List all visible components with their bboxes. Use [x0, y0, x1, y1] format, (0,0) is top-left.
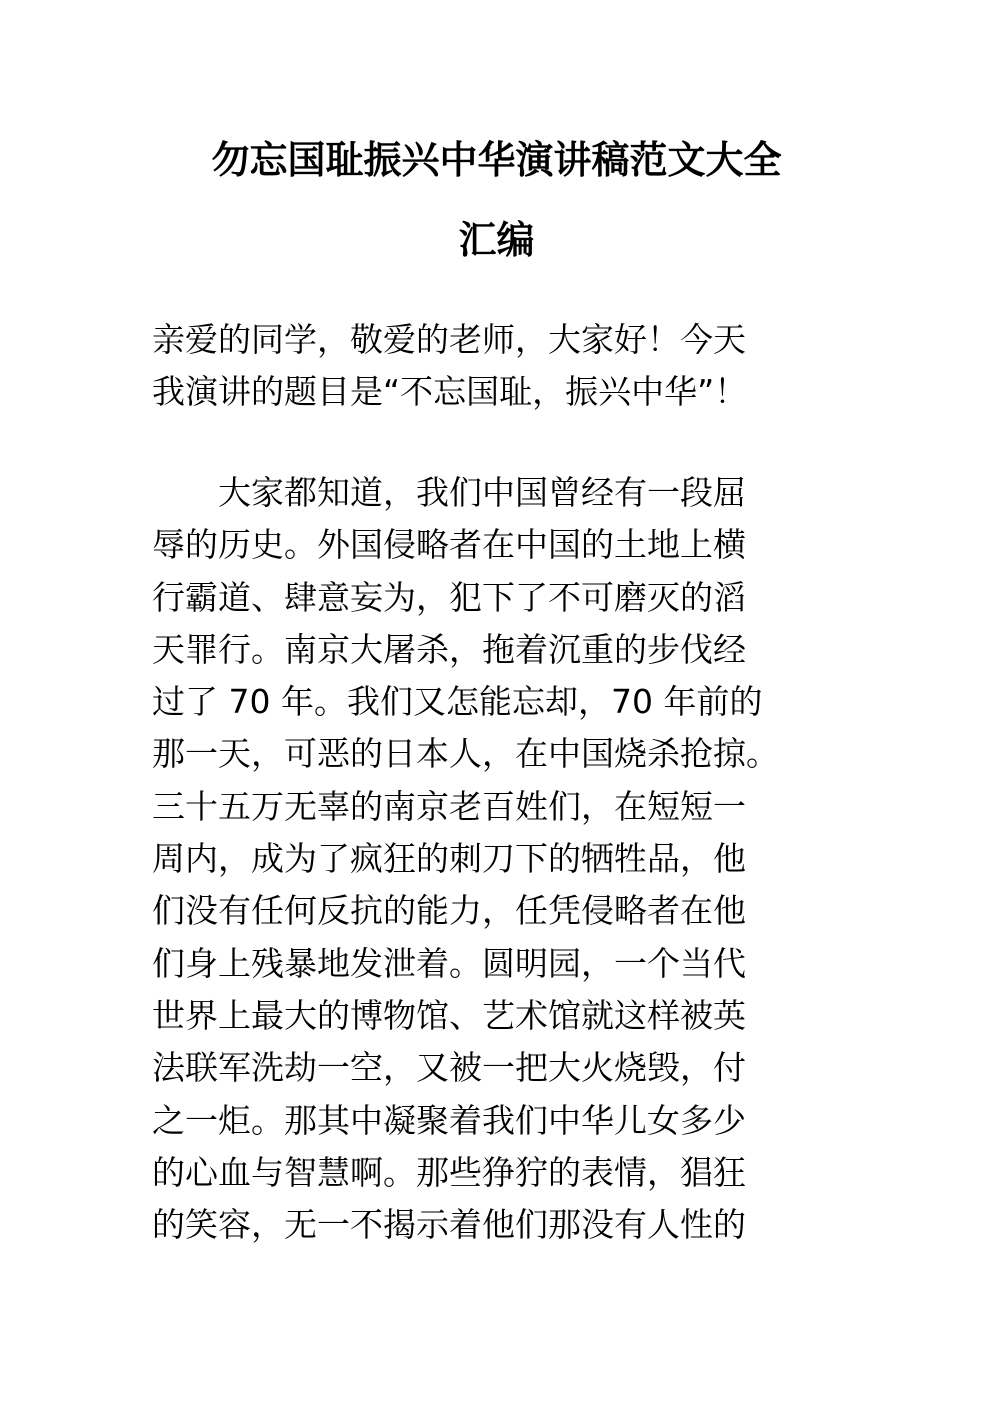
text-line: 那一天，可恶的日本人，在中国烧杀抢掠。: [152, 734, 779, 774]
text-line: 们没有任何反抗的能力，任凭侵略者在他: [152, 891, 746, 931]
text-line: 世界上最大的博物馆、艺术馆就这样被英: [152, 995, 746, 1035]
document-title-line-2: 汇编: [458, 218, 535, 262]
document-title-line-1: 勿忘国耻振兴中华演讲稿范文大全: [211, 138, 782, 182]
text-line: 周内，成为了疯狂的刺刀下的牺牲品，他: [152, 839, 746, 879]
text-line: 行霸道、肆意妄为，犯下了不可磨灭的滔: [152, 577, 746, 617]
text-line: 们身上残暴地发泄着。圆明园，一个当代: [152, 943, 746, 983]
text-line: 亲爱的同学，敬爱的老师，大家好！今天: [152, 320, 746, 359]
text-line: 过了 70 年。我们又怎能忘却，70 年前的: [152, 682, 763, 722]
text-line: 之一炬。那其中凝聚着我们中华儿女多少: [152, 1100, 746, 1140]
text-line: 法联军洗劫一空，又被一把大火烧毁，付: [152, 1048, 746, 1088]
text-line: 大家都知道，我们中国曾经有一段屈: [152, 473, 746, 512]
text-line: 天罪行。南京大屠杀，拖着沉重的步伐经: [152, 629, 746, 669]
paragraph-body: [152, 467, 852, 1251]
paragraph-greeting: [152, 314, 852, 419]
text-line: 三十五万无辜的南京老百姓们，在短短一: [152, 786, 746, 826]
text-line: 辱的历史。外国侵略者在中国的土地上横: [152, 525, 746, 565]
text-line: 的笑容，无一不揭示着他们那没有人性的: [152, 1205, 746, 1245]
text-line: 我演讲的题目是“不忘国耻，振兴中华”！: [152, 372, 748, 412]
text-line: 的心血与智慧啊。那些狰狞的表情，猖狂: [152, 1152, 746, 1192]
